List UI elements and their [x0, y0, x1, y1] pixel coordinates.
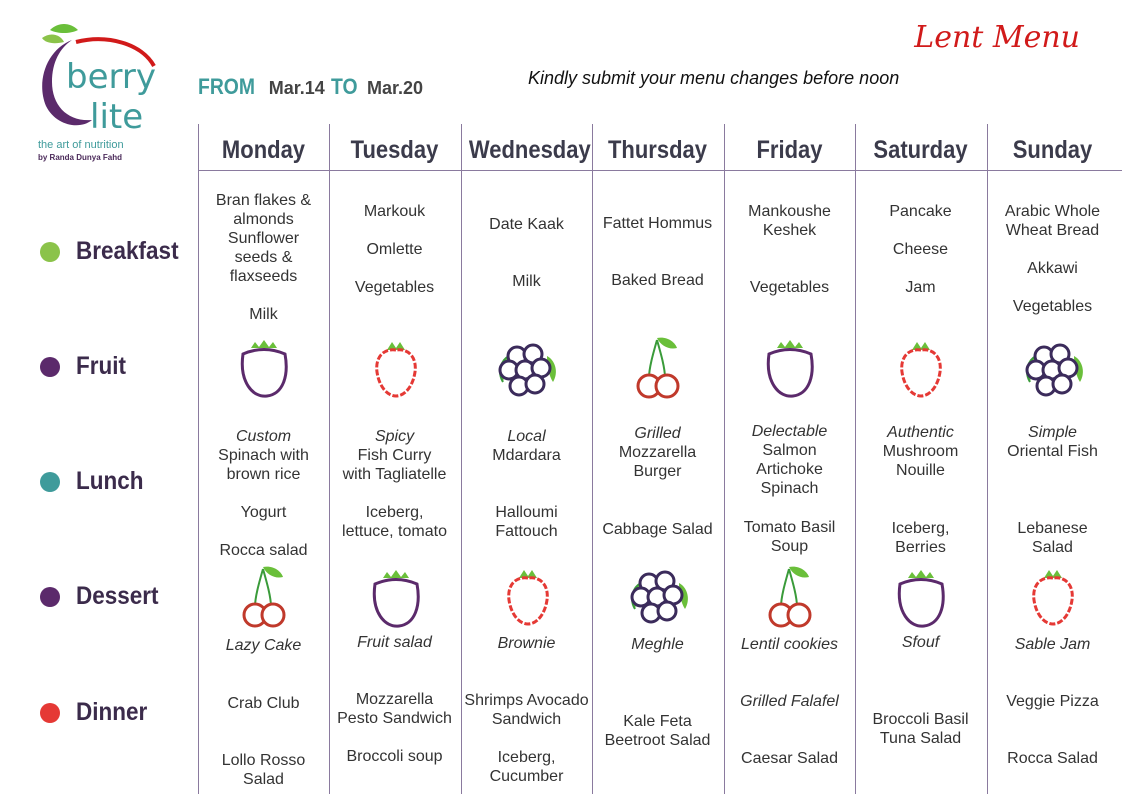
- logo-tagline: the art of nutrition: [38, 139, 124, 151]
- menu-item: Soup: [770, 538, 809, 555]
- spacer: [855, 259, 986, 278]
- menu-item: Shrimps Avocado: [464, 692, 589, 709]
- menu-item: Omlette: [366, 241, 423, 258]
- lunch-sides-saturday: [855, 519, 986, 557]
- menu-item: Bran flakes &: [215, 192, 312, 209]
- grapes-icon: [1020, 336, 1090, 402]
- menu-item: with Tagliatelle: [342, 466, 447, 483]
- menu-item: Markouk: [363, 203, 426, 220]
- menu-item: Grilled Falafel: [740, 693, 839, 710]
- lunch-sides-sunday: [987, 519, 1118, 557]
- menu-item: Authentic: [887, 424, 954, 441]
- menu-item: Spinach: [760, 480, 819, 497]
- dinner-wednesday: [461, 691, 592, 786]
- meal-label: Dinner: [76, 698, 148, 726]
- page-title: Lent Menu: [914, 20, 1080, 55]
- menu-item: seeds &: [234, 249, 293, 266]
- lunch-sides-wednesday: [461, 503, 592, 541]
- lunch-main-thursday: [592, 424, 723, 481]
- lunch-sides-monday: [198, 503, 329, 560]
- breakfast-wednesday: [461, 215, 592, 291]
- menu-item: Veggie Pizza: [1006, 693, 1099, 710]
- menu-item: Spicy: [374, 428, 415, 445]
- menu-item: Keshek: [762, 222, 817, 239]
- cherry-icon: [755, 563, 825, 629]
- plum-icon: [755, 336, 825, 402]
- menu-item: Rocca Salad: [1007, 750, 1098, 767]
- menu-item: Spinach with: [218, 447, 309, 464]
- menu-item: lettuce, tomato: [342, 523, 447, 540]
- menu-item: Iceberg,: [497, 749, 556, 766]
- spacer: [987, 240, 1118, 259]
- menu-item: Mdardara: [492, 447, 561, 464]
- menu-item: Custom: [235, 428, 292, 445]
- dessert-monday: Lazy Cake: [225, 637, 302, 654]
- meal-dinner: [40, 698, 155, 727]
- lunch-main-wednesday: [461, 427, 592, 465]
- cherry-icon: [229, 563, 299, 629]
- menu-item: Delectable: [751, 423, 828, 440]
- dinner-saturday: [855, 710, 986, 748]
- dessert-dot: [40, 587, 60, 607]
- menu-item: Iceberg,: [891, 520, 950, 537]
- logo-byline: by Randa Dunya Fahd: [38, 153, 123, 162]
- raspberry-icon: [361, 338, 431, 404]
- dinner-dot: [40, 703, 60, 723]
- menu-change-notice: Kindly submit your menu changes before noon: [528, 68, 900, 88]
- dinner-tuesday: [329, 690, 460, 766]
- spacer: [461, 729, 592, 748]
- spacer: [329, 259, 460, 278]
- plum-icon: [886, 566, 956, 632]
- menu-item: Oriental Fish: [1007, 443, 1098, 460]
- spacer: [198, 286, 329, 305]
- dessert-saturday: Sfouf: [901, 634, 940, 651]
- spacer: [724, 240, 855, 278]
- day-sunday: Sunday: [1012, 136, 1093, 164]
- menu-item: Fish Curry: [357, 447, 432, 464]
- dessert-sunday: Sable Jam: [1014, 636, 1091, 653]
- menu-item: Halloumi: [495, 504, 558, 521]
- menu-item: Salmon: [762, 442, 817, 459]
- dessert-wednesday: Brownie: [497, 635, 556, 652]
- menu-item: Tomato Basil: [743, 519, 836, 536]
- from-label: FROM: [198, 74, 255, 99]
- dessert-tuesday: Fruit salad: [357, 634, 432, 651]
- menu-item: Rocca salad: [219, 542, 308, 559]
- spacer: [329, 728, 460, 747]
- breakfast-sunday: [987, 202, 1118, 316]
- menu-item: Fattouch: [495, 523, 558, 540]
- header-divider: [198, 170, 1122, 171]
- lunch-main-monday: [198, 427, 329, 484]
- meal-label: Breakfast: [76, 237, 179, 265]
- day-tuesday: Tuesday: [350, 136, 439, 164]
- lunch-sides-tuesday: [329, 503, 460, 541]
- meal-breakfast: [40, 237, 190, 266]
- breakfast-saturday: [855, 202, 986, 297]
- grapes-icon: [625, 563, 695, 629]
- dessert-friday: Lentil cookies: [741, 636, 838, 653]
- menu-item: Salad: [243, 771, 284, 788]
- menu-item: Vegetables: [1012, 298, 1093, 315]
- menu-item: Artichoke: [756, 461, 823, 478]
- menu-item: Fattet Hommus: [602, 215, 713, 232]
- menu-item: Vegetables: [749, 279, 830, 296]
- breakfast-friday: [724, 202, 855, 297]
- meal-lunch: [40, 467, 151, 496]
- plum-icon: [361, 566, 431, 632]
- spacer: [724, 711, 855, 749]
- menu-item: Wheat Bread: [1005, 222, 1100, 239]
- meal-label: Dessert: [76, 582, 159, 610]
- day-friday: Friday: [756, 136, 823, 164]
- fruit-dot: [40, 357, 60, 377]
- svg-text:lite: lite: [90, 97, 144, 137]
- spacer: [987, 711, 1118, 749]
- menu-item: Pancake: [889, 203, 952, 220]
- breakfast-monday: [198, 191, 329, 324]
- day-thursday: Thursday: [607, 136, 708, 164]
- meal-fruit: [40, 352, 132, 381]
- day-saturday: Saturday: [873, 136, 968, 164]
- to-label: TO: [330, 74, 358, 99]
- raspberry-icon: [493, 566, 563, 632]
- svg-text:berry: berry: [66, 57, 156, 97]
- menu-item: Mozzarella: [355, 691, 434, 708]
- menu-item: almonds: [233, 211, 294, 228]
- menu-item: Broccoli soup: [346, 748, 443, 765]
- dessert-thursday: Meghle: [631, 636, 684, 653]
- spacer: [592, 233, 723, 271]
- lunch-main-saturday: [855, 423, 986, 480]
- grapes-icon: [493, 336, 563, 402]
- menu-item: Vegetables: [354, 279, 435, 296]
- spacer: [855, 221, 986, 240]
- spacer: [198, 713, 329, 751]
- breakfast-dot: [40, 242, 60, 262]
- menu-item: Cabbage Salad: [602, 521, 713, 538]
- menu-item: brown rice: [226, 466, 301, 483]
- menu-item: Sandwich: [491, 711, 562, 728]
- lunch-main-friday: [724, 422, 855, 498]
- menu-item: Cucumber: [489, 768, 564, 785]
- lunch-main-sunday: [987, 423, 1118, 461]
- menu-item: Crab Club: [227, 695, 300, 712]
- dinner-friday: [724, 692, 855, 768]
- menu-item: Broccoli Basil: [872, 711, 969, 728]
- menu-item: Kale Feta: [623, 713, 692, 730]
- menu-item: Milk: [249, 306, 278, 323]
- menu-item: Beetroot Salad: [604, 732, 711, 749]
- plum-icon: [229, 336, 299, 402]
- to-date: Mar.20: [366, 78, 424, 98]
- dinner-monday: [198, 694, 329, 789]
- menu-item: Local: [507, 428, 546, 445]
- meal-label: Lunch: [76, 467, 144, 495]
- menu-item: Tuna Salad: [879, 730, 962, 747]
- menu-item: Lollo Rosso: [221, 752, 306, 769]
- menu-item: Baked Bread: [611, 272, 704, 289]
- menu-item: Mushroom: [882, 443, 959, 460]
- menu-item: flaxseeds: [229, 268, 298, 285]
- meal-dessert: [40, 582, 168, 611]
- menu-item: Simple: [1028, 424, 1077, 441]
- spacer: [987, 278, 1118, 297]
- lunch-sides-friday: [724, 518, 855, 556]
- lunch-main-tuesday: [329, 427, 460, 484]
- breakfast-thursday: [592, 214, 723, 290]
- dinner-thursday: [592, 712, 723, 750]
- dinner-sunday: [987, 692, 1118, 768]
- from-date: Mar.14: [268, 78, 325, 98]
- menu-item: Caesar Salad: [741, 750, 838, 767]
- raspberry-icon: [1018, 566, 1088, 632]
- lunch-dot: [40, 472, 60, 492]
- cherry-icon: [623, 334, 693, 400]
- menu-item: Milk: [512, 273, 541, 290]
- menu-item: Grilled: [634, 425, 681, 442]
- breakfast-tuesday: [329, 202, 460, 297]
- menu-item: Arabic Whole: [1004, 203, 1101, 220]
- menu-item: Iceberg,: [365, 504, 424, 521]
- spacer: [329, 221, 460, 240]
- lunch-sides-thursday: [592, 520, 723, 539]
- menu-item: Berries: [895, 539, 946, 556]
- menu-item: Cheese: [892, 241, 949, 258]
- menu-item: Mankoushe: [748, 203, 831, 220]
- menu-item: Yogurt: [240, 504, 287, 521]
- day-wednesday: Wednesday: [468, 136, 591, 164]
- menu-item: Akkawi: [1027, 260, 1078, 277]
- menu-item: Sunflower: [227, 230, 300, 247]
- menu-item: Jam: [905, 279, 936, 296]
- menu-item: Mozzarella: [618, 444, 697, 461]
- menu-item: Salad: [1032, 539, 1073, 556]
- meal-label: Fruit: [76, 352, 126, 380]
- menu-item: Date Kaak: [489, 216, 564, 233]
- menu-item: Lebanese: [1017, 520, 1088, 537]
- spacer: [461, 234, 592, 272]
- menu-item: Pesto Sandwich: [337, 710, 452, 727]
- raspberry-icon: [886, 338, 956, 404]
- day-monday: Monday: [221, 136, 306, 164]
- menu-item: Burger: [633, 463, 682, 480]
- spacer: [198, 522, 329, 541]
- date-range: [198, 74, 423, 100]
- menu-item: Nouille: [896, 462, 945, 479]
